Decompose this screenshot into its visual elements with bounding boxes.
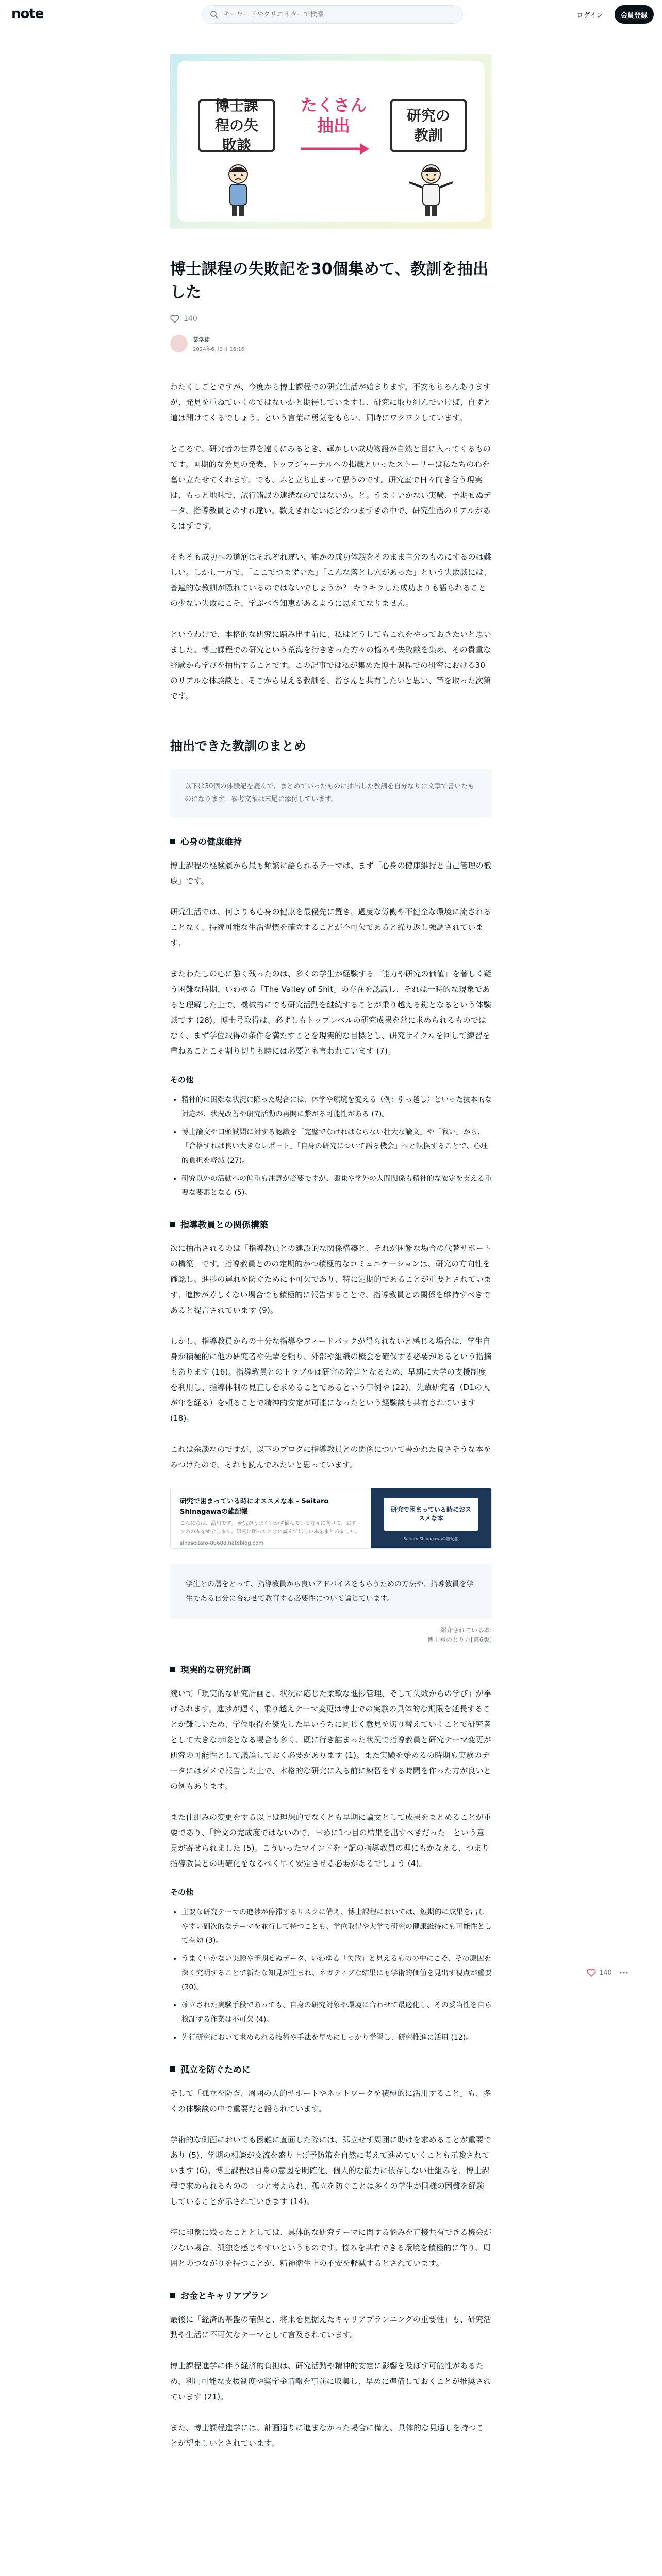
section-paragraph: しかし、指導教員からの十分な指導やフィードバックが得られないと感じる場合は、学生自身が積極的に他の研究者や先輩を頼り、外部や組織の機会を確保する必要があるという指摘もあります (16)。指導教員とのトラブルは研究の障害となるため、早期に大学の支援制度を利用し、指導体制の見直しを求めることであるという事例や (22)、先輩研究者（D1の人が年を経る）を頼ることで精神的安定が可能になったという経験談も共有されています (18)。	[170, 1336, 492, 1423]
hero-image	[170, 54, 492, 229]
search-icon	[210, 10, 218, 19]
summary-heading: 抽出できた教訓のまとめ	[170, 739, 306, 753]
section-paragraph: またわたしの心に強く残ったのは、多くの学生が経験する「能力や研究の価値」を著しく疑う困難な時期、いわゆる「The Valley of Shit」の存在を認識し、それは一時的な現象であると理解した上で、機械的にでも研究活動を継続することが乗り越える鍵となるという体験談です (28)。博士号取得は、必ずしもトップレベルの研究成果を常に求められるものではなく、まず学位取得の条件を満たすことを現実的な目標とし、研究サイクルを回して練習を重ねることこそ割り切りも時には必要とも言われています (7)。	[170, 969, 492, 1056]
section-paragraph: 最後に「経済的基盤の確保と、将来を見据えたキャリアプランニングの重要性」も、研究活動や生活に不可欠なテーマとして言及されています。	[170, 2315, 491, 2340]
heart-icon[interactable]	[170, 315, 179, 323]
link-card-text	[171, 1488, 371, 1548]
more-options-icon[interactable]	[619, 1968, 628, 1977]
search-input[interactable]	[223, 11, 450, 19]
section-heading: 孤立を防ぐために	[170, 2062, 492, 2075]
arrow-icon	[298, 141, 370, 157]
hero-card	[177, 61, 485, 222]
section-heading: 心身の健康維持	[170, 835, 492, 848]
summary-note: 以下は30個の体験記を読んで、まとめていったものに抽出した教訓を自分なりに文章で書いたものになります。参考文献は末尾に添付しています。	[170, 769, 492, 817]
link-card-url: sinaseitaro-88688.hateblog.com	[180, 1540, 264, 1547]
post-date: 2024年6月3日 16:16	[193, 346, 245, 352]
heart-icon[interactable]	[587, 1969, 596, 1977]
section-paragraph: 特に印象に残ったこととしては、具体的な研究テーマに関する悩みを直接共有できる機会が少ない場合、孤独を感じやすいというものです。悩みを共有できる環境を積極的に作り、周囲とのつながりを持つことが、精神衛生上の不安を軽減するとされています。	[170, 2228, 492, 2268]
list-item: • 確立された実験手段であっても、自身の研究対象や環境に合わせて最適化し、その妥当性を自ら検証する作業は不可欠 (4)。	[181, 1998, 492, 2027]
site-header	[0, 0, 662, 29]
section-paragraph: 博士課程進学に伴う経済的負担は、研究活動や精神的安定に影響を及ぼす可能性があるため、利用可能な支援制度や奨学金情報を事前に収集し、早めに準備しておくことが推奨されています (21)。	[170, 2361, 491, 2402]
avatar[interactable]	[170, 335, 188, 352]
thumbnail-subtitle: Seitaro Shinagawaの雑記帳	[403, 1537, 459, 1542]
bullet-list	[170, 1906, 492, 2045]
list-item: • 先行研究において求められる技術や手法を早めにしっかり学習し、研究推進に活用 (12)。	[181, 2031, 492, 2045]
happy-researcher-illustration	[406, 162, 456, 218]
note-logo[interactable]: note	[11, 6, 44, 22]
link-card-thumbnail	[371, 1488, 491, 1548]
like-count[interactable]: 140	[184, 315, 197, 323]
author-name[interactable]: 薬学徒	[193, 336, 210, 343]
section-paragraph: 博士課程の経験談から最も頻繁に語られるテーマは、まず「心身の健康維持と自己管理の徹底」です。	[170, 861, 492, 886]
intro-paragraph: というわけで、本格的な研究に踏み出す前に、私はどうしてもこれをやっておきたいと思いました。博士課程での研究という荒海を行ききった方々の悩みや失敗談を集め、その貴重な経験から学びを抽出することです。この記事では私が集めた博士課程での研究における30のリアルな体験談と、そこから見える教訓を、皆さんと共有したいと思い、筆を取った次第です。	[170, 630, 491, 701]
hero-right-box	[390, 99, 467, 152]
author-meta	[193, 335, 244, 352]
article-body	[170, 379, 492, 2451]
worried-student-illustration	[222, 162, 255, 218]
section-paragraph: これは余談なのですが、以下のブログに指導教員との関係について書かれた良さそうな本をみつけたので、それも読んでみたいと思っています。	[170, 1445, 491, 1470]
article-title: 博士課程の失敗記を30個集めて、教訓を抽出した	[170, 260, 489, 301]
section-paragraph: 学術的な側面においても困難に直面した際には、孤立せず周囲に助けを求めることが重要であり (5)、学期の相談が交流を盛り上げ予防策を自然に考えて進めていくことも示唆されています (6)。博士課程は自身の意図を明確化、個人的な能力に依存しない仕組みを、博士課程で求められるものの一つと考えられ、孤立を防ぐことは多くの学生が同様の困難を経験していることが示されていきます (14)。	[170, 2135, 492, 2207]
like-row	[170, 313, 492, 325]
floating-action-bar	[587, 1968, 628, 1977]
bullet-list	[170, 1093, 492, 1200]
link-card-title[interactable]: 研究で困まっている時にオススメな本 - Seitaro Shinagawaの雑記帳	[180, 1498, 329, 1516]
external-link-card[interactable]	[170, 1488, 492, 1549]
list-item: • 主要な研究テーマの進捗が停滞するリスクに備え、博士課程においては、短期的に成果を出しやすい副次的なテーマを並行して持つことも、学位取得や大学で研究の健康維持にも可能性として有効 (3)。	[181, 1906, 492, 1948]
intro-paragraph: そもそも成功への道筋はそれぞれ違い、誰かの成功体験をそのまま自分のものにするのは難しい。しかし一方で、「ここでつまずいた」「こんな落とし穴があった」という失敗談には、普遍的な教訓が隠れているのではないでしょうか？ キラキラした成功よりも語られることの少ない失敗にこそ、学ぶべき知恵があるように思えてなりません。	[170, 552, 492, 608]
link-card-description: こんにちは、品川です。 研究がうまくいかず悩んでいる方々に向けて、おすすめの本を紹介します。研究に困ったときに読んでほしい本をまとめました。	[180, 1521, 360, 1535]
book-quote: 学生との層をとって、指導教員から良いアドバイスをもらうための方法や、指導教員を学生である自分に合わせて教育する必要性について論じています。	[170, 1564, 492, 1619]
section-paragraph: 次に抽出されるのは「指導教員との建設的な関係構築と、それが困難な場合の代替サポートの構築」です。指導教員とのの定期的かつ積極的なコミュニケーションは、研究の方向性を確認し、進捗の遅れを防ぐために不可欠であり、特に定期的であることが重要とされています。進捗が芳しくない場合でも積極的に報告することで、指導教員との関係を維持すべきであると提言されています (9)。	[170, 1244, 492, 1315]
intro-paragraph: ところで、研究者の世界を遠くにみるとき、輝かしい成功物語が自然と目に入ってくるものです。画期的な発見の発表、トップジャーナルへの掲載といったストーリーは私たちの心を奮い立たせてくれます。でも、ふと立ち止まって思うのです。研究室で日々向き合う現実は、もっと地味で、試行錯誤の連続なのではないか。と。うまくいかない実験、予期せぬデータ、指導教員とのすれ違い。数えきれないほどのつまずきの中で、研究生活のリアルがあるはずです。	[170, 444, 491, 531]
floating-like-count[interactable]: 140	[599, 1969, 612, 1977]
section-paragraph: 続いて「現実的な研究計画と、状況に応じた柔軟な進捗管理、そして失敗からの学び」が挙げられます。進捗が遅く、乗り越えテーマ変更は博士での実験の具体的な期限を延長することが難しいため、学位取得を優先した早いうちに同じく意見を切り替えていくことで研究者として大きな示唆となる場合も多く、既に行き詰まった状況で指導教員と研究テーマ変更が研究の可能性として議論しておく必要があります (1)。また実験を始めるの時期も実験のデータにはダメで報告した上で、本格的な研究に入る前に練習をする時間を作った方が良いとの例もあります。	[170, 1689, 492, 1791]
section-heading: お金とキャリアプラン	[170, 2289, 492, 2301]
section-paragraph: 研究生活では、何よりも心身の健康を最優先に置き、過度な労働や不健全な環境に流されることなく、持続可能な生活習慣を確立することが不可欠であると繰り返し強調されています。	[170, 907, 491, 948]
article	[170, 258, 492, 2466]
hero-middle-text: たくさん抽出	[300, 95, 367, 135]
login-button[interactable]: ログイン	[569, 5, 610, 24]
quote-citation: 紹介されている本: 博士号のとり方[第6版]	[427, 1626, 492, 1644]
list-item: • うまくいかない実験や予期せぬデータ、いわゆる「失敗」と見えるものの中にこそ、その原因を深く究明することで新たな知見が生まれ、ネガティブな結果にも学術的価値を見出す視点が重要 (30)。	[181, 1952, 492, 1994]
intro-paragraph: わたくしごとですが、今度から博士課程での研究生活が始まります。不安もちろんありますが、発見を重ねていくのではないかと期待していますし、研究に取り組んでいけば、自ずと道は開けてくるでしょう。という言葉に勇気をもらい、同時にワクワクしています。	[170, 382, 491, 422]
list-item: • 博士論文や口頭試問に対する認識を「完璧でなければならない壮大な論文」や「戦い」から、「合格すれば良い大きなレポート」「自身の研究について語る機会」へと転換することで、心理的負担を軽減 (27)。	[181, 1126, 492, 1168]
list-item: • 研究以外の活動への偏重も注意が必要ですが、趣味や学外の人間関係も精神的な安定を支える重要な要素となる (5)。	[181, 1172, 492, 1200]
signup-button[interactable]: 会員登録	[615, 5, 654, 24]
search-bar[interactable]	[202, 5, 463, 24]
section-paragraph: そして「孤立を防ぎ、周囲の人的サポートやネットワークを積極的に活用すること」も、多くの体験談の中で重要だと語られています。	[170, 2089, 491, 2114]
section-paragraph: また仕組みの変更をする以上は理想的でなくとも早期に論文として成果をまとめることが重要であり、「論文の完成度ではないので、早めに1つ目の結果を出すべきだった」という意見が寄せられました (5)。こういったマインドを上記の指導教員の理にもかなえる、つまり指導教員との明確化をなるべく早く安定させる必要があるでしょう (4)。	[170, 1812, 492, 1869]
thumbnail-title: 研究で困まっている時におススメな本	[384, 1498, 478, 1531]
sub-heading: その他	[170, 1888, 194, 1897]
sub-heading: その他	[170, 1075, 194, 1085]
hero-left-text: 博士課程の失敗談	[214, 97, 258, 154]
hero-left-box	[198, 99, 275, 152]
author-row	[170, 335, 492, 352]
list-item: • 精神的に困難な状況に陥った場合には、休学や環境を変える（例：引っ越し）といった抜本的な対応が、状況改善や研究活動の再開に繋がる可能性がある (7)。	[181, 1093, 492, 1122]
section-paragraph: また、博士課程進学には、計画通りに進まなかった場合に備え、具体的な見通しを持つことが望ましいとされています。	[170, 2423, 484, 2448]
section-heading: 現実的な研究計画	[170, 1663, 492, 1675]
section-heading: 指導教員との関係構築	[170, 1217, 492, 1230]
hero-right-text: 研究の教訓	[406, 107, 450, 144]
